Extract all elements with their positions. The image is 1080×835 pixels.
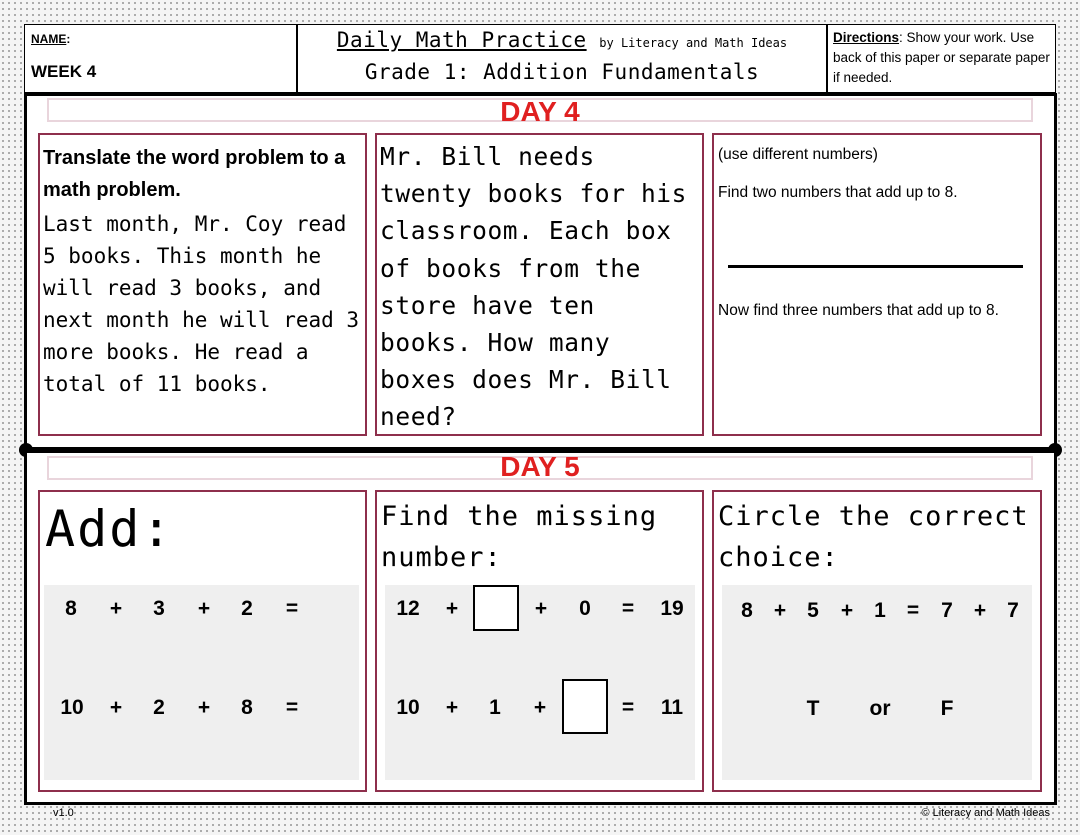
eq-operator: + (445, 696, 459, 719)
page-subtitle: Grade 1: Addition Fundamentals (364, 60, 760, 84)
eq-term: 7 (941, 599, 953, 622)
eq-term: 0 (579, 597, 591, 620)
find-two-numbers-question: Find two numbers that add up to 8. (718, 184, 958, 201)
eq-term: 10 (60, 696, 84, 719)
week-label: WEEK 4 (31, 62, 97, 81)
eq-equals: = (621, 696, 635, 719)
eq-operator: + (109, 696, 123, 719)
eq-operator: + (534, 597, 548, 620)
copyright: © Literacy and Math Ideas (921, 807, 1050, 819)
eq-operator: + (197, 597, 211, 620)
eq-term: 12 (396, 597, 420, 620)
eq-result: 19 (660, 597, 684, 620)
eq-operator: + (109, 597, 123, 620)
eq-term: 5 (807, 599, 819, 622)
eq-term: 8 (741, 599, 753, 622)
directions-text: : Show your work. Use back of this paper or separate paper if needed. (833, 30, 1050, 85)
eq-equals: = (906, 599, 920, 622)
title-main: Daily Math Practice (336, 28, 587, 52)
missing-number-title: Find the missing number: (381, 501, 658, 573)
eq-operator: + (973, 599, 987, 622)
eq-operator: + (773, 599, 787, 622)
eq-term: 1 (874, 599, 886, 622)
eq-equals: = (621, 597, 635, 620)
eq-term: 8 (65, 597, 77, 620)
eq-term: 8 (241, 696, 253, 719)
missing-number-box[interactable] (562, 679, 608, 734)
eq-operator: + (445, 597, 459, 620)
name-field-label[interactable] (31, 32, 70, 46)
eq-term: 2 (241, 597, 253, 620)
name-label-text: NAME (31, 32, 67, 46)
word-problem-text: Last month, Mr. Coy read 5 books. This month he will read 3 books, and next month he will read 3 more books. He read a total of 11 books. (43, 212, 360, 396)
directions-label: Directions (833, 30, 900, 45)
title-by: by Literacy and Math Ideas (599, 36, 788, 50)
eq-term: 1 (489, 696, 501, 719)
page-title (297, 28, 827, 52)
story-problem-text: Mr. Bill needs twenty books for his classroom. Each box of books from the store have ten books. How many boxes does Mr. Bill need? (380, 142, 688, 432)
eq-term: 2 (153, 696, 165, 719)
version-label: v1.0 (53, 807, 74, 819)
name-label-colon: : (66, 32, 71, 46)
eq-equals: = (285, 597, 299, 620)
eq-equals: = (285, 696, 299, 719)
circle-choice-title: Circle the correct choice: (718, 501, 1029, 573)
eq-term: 3 (153, 597, 165, 620)
choice-true[interactable]: T (806, 697, 820, 720)
choice-false[interactable]: F (940, 697, 954, 720)
eq-operator: + (840, 599, 854, 622)
choice-or: or (869, 697, 891, 720)
day4-box-find-numbers (712, 133, 1042, 436)
eq-operator: + (533, 696, 547, 719)
eq-term: 10 (396, 696, 420, 719)
day4-title: DAY 4 (500, 96, 580, 127)
eq-operator: + (197, 696, 211, 719)
add-title: Add: (45, 500, 174, 558)
eq-result: 11 (660, 696, 684, 719)
missing-number-box[interactable] (473, 585, 519, 631)
day5-title: DAY 5 (500, 451, 580, 482)
answer-line[interactable] (728, 265, 1023, 268)
word-problem-heading: Translate the word problem to a math problem. (43, 147, 346, 201)
eq-term: 7 (1007, 599, 1019, 622)
directions (833, 28, 1055, 88)
find-numbers-note: (use different numbers) (718, 146, 878, 163)
find-three-numbers-question: Now find three numbers that add up to 8. (718, 302, 999, 319)
